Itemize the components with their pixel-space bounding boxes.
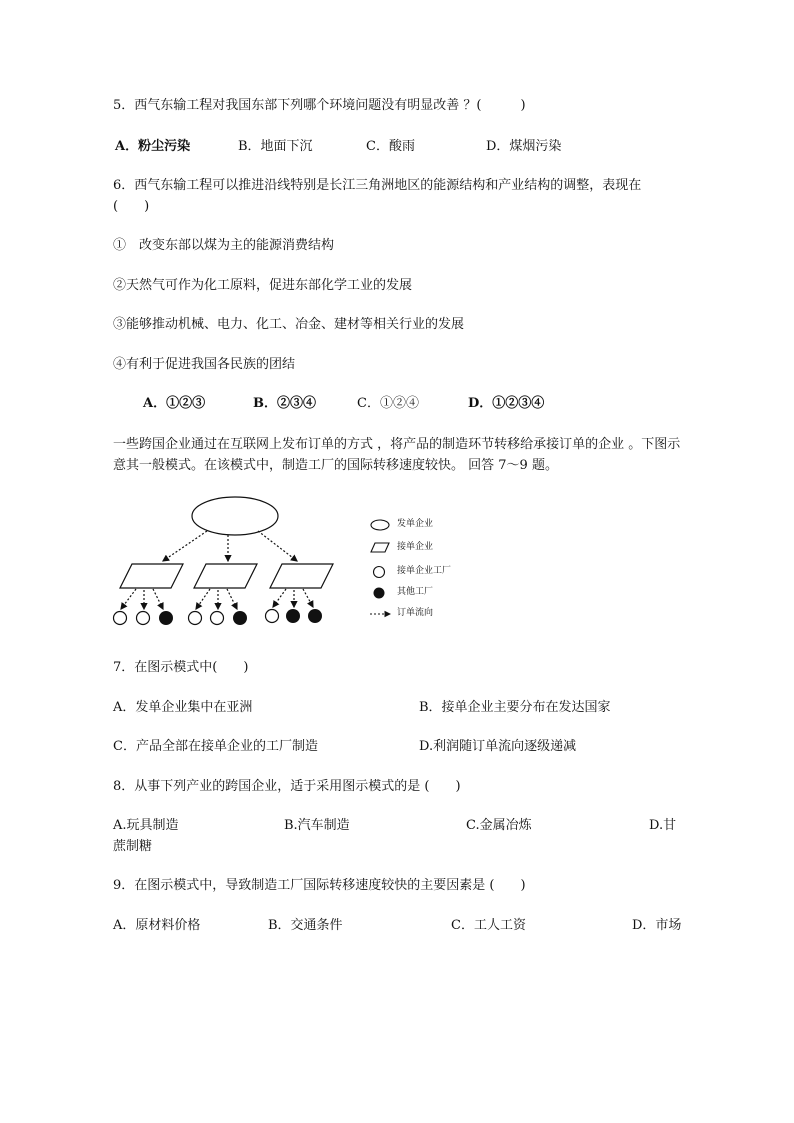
legend-receiver-symbol: [371, 543, 389, 552]
q8-option-c: C.金属冶炼: [466, 818, 532, 833]
q6-option-c: C．①②④: [357, 396, 419, 411]
order-flow-arrow: [163, 531, 207, 561]
receiver-parallelogram: [194, 564, 257, 588]
order-flow-arrow: [227, 589, 237, 609]
q6-item-2: ②天然气可作为化工原料，促进东部化学工业的发展: [113, 278, 413, 293]
q9-stem: 9．在图示模式中，导致制造工厂国际转移速度较快的主要因素是 ( ): [113, 878, 526, 893]
q8-option-d: D.甘: [649, 818, 677, 833]
legend-other-factory-label: 其他工厂: [397, 587, 434, 597]
other-factory-circle: [233, 611, 247, 625]
q6-item-3: ③能够推动机械、电力、化工、冶金、建材等相关行业的发展: [113, 317, 465, 332]
q7-option-b: B．接单企业主要分布在发达国家: [419, 700, 611, 715]
q8-option-d-continued: 蔗制糖: [113, 839, 153, 854]
order-flow-arrow: [303, 589, 313, 607]
q6-stem-line1: 6．西气东输工程可以推进沿线特别是长江三角洲地区的能源结构和产业结构的调整，表现在: [113, 178, 642, 193]
legend-receiver-label: 接单企业: [397, 542, 434, 552]
q5-stem: 5．西气东输工程对我国东部下列哪个环境问题没有明显改善 ？( ): [113, 98, 526, 113]
legend-order-flow-label: 订单流向: [397, 608, 434, 618]
q9-option-d: D．市场: [632, 918, 682, 933]
other-factory-circle: [308, 609, 322, 623]
q7-option-a: A．发单企业集中在亚洲: [113, 700, 253, 715]
order-flow-arrow: [258, 531, 297, 561]
receiver-factory-circle: [266, 610, 279, 623]
receiver-factory-circle: [114, 612, 127, 625]
q6-item-4: ④有利于促进我国各民族的团结: [113, 357, 296, 372]
q6-item-1: ① 改变东部以煤为主的能源消费结构: [113, 238, 335, 253]
q6-option-a: A．①②③: [143, 396, 206, 411]
q9-option-b: B．交通条件: [268, 918, 343, 933]
q6-option-b: B．②③④: [253, 396, 316, 411]
q8-stem: 8．从事下列产业的跨国企业，适于采用图示模式的是 ( ): [113, 779, 461, 794]
receiver-factory-circle: [189, 612, 202, 625]
receiver-parallelogram: [120, 564, 183, 588]
legend-issuer-label: 发单企业: [397, 519, 434, 529]
q9-option-a: A．原材料价格: [113, 918, 201, 933]
legend-issuer-symbol: [371, 520, 389, 530]
receiver-factory-circle: [211, 612, 224, 625]
q5-option-c: C．酸雨: [366, 139, 415, 154]
q7-stem: 7．在图示模式中( ): [113, 660, 249, 675]
q9-option-c: C．工人工资: [451, 918, 526, 933]
order-flow-arrow: [153, 589, 163, 609]
q5-option-d: D．煤烟污染: [486, 139, 562, 154]
receiver-parallelogram: [270, 564, 333, 588]
receiver-factory-circle: [137, 612, 150, 625]
legend-receiver-factory-symbol: [374, 567, 385, 578]
q6-stem-line2: ( ): [113, 199, 150, 214]
order-flow-arrow: [273, 589, 286, 607]
order-flow-arrow: [121, 589, 136, 609]
legend-other-factory-symbol: [374, 588, 385, 599]
q5-option-b: B．地面下沉: [238, 139, 313, 154]
q7-option-c: C．产品全部在接单企业的工厂制造: [113, 739, 318, 754]
q8-option-a: A.玩具制造: [113, 818, 179, 833]
order-flow-arrow: [196, 589, 210, 609]
intro-line2: 意其一般模式。在该模式中，制造工厂的国际转移速度较快。 回答 7～9 题。: [113, 458, 558, 473]
other-factory-circle: [286, 609, 300, 623]
q6-option-d: D．①②③④: [468, 396, 545, 411]
q8-option-b: B.汽车制造: [284, 818, 350, 833]
intro-line1: 一些跨国企业通过在互联网上发布订单的方式 ，将产品的制造环节转移给承接订单的企业 。下图示: [113, 437, 681, 452]
legend-receiver-factory-label: 接单企业工厂: [397, 566, 452, 576]
other-factory-circle: [159, 611, 173, 625]
q5-option-a: A．粉尘污染: [115, 139, 191, 154]
issuer-ellipse: [192, 497, 278, 535]
q7-option-d: D.利润随订单流向逐级递减: [419, 739, 577, 754]
